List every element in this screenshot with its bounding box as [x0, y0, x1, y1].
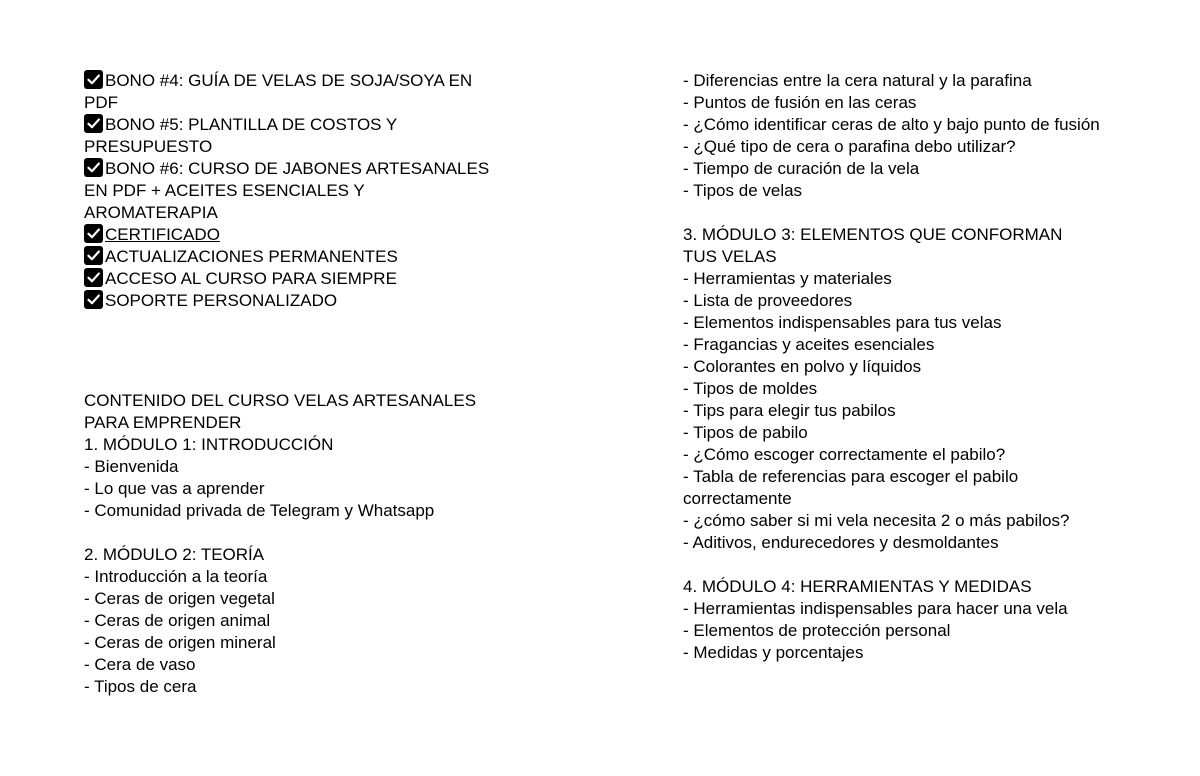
bonus-text: SOPORTE PERSONALIZADO [105, 291, 338, 310]
list-item: - ¿Cómo escoger correctamente el pabilo? [683, 445, 1006, 464]
list-item: - Diferencias entre la cera natural y la parafina [683, 71, 1032, 90]
bonus-item [84, 290, 524, 312]
content-title-line: CONTENIDO DEL CURSO VELAS ARTESANALES [84, 391, 477, 410]
list-item: - Tabla de referencias para escoger el pabilo [683, 467, 1019, 486]
list-item: - Tiempo de curación de la vela [683, 159, 920, 178]
check-mark-icon [84, 246, 103, 265]
check-mark-icon [84, 114, 103, 133]
list-item: - Medidas y porcentajes [683, 643, 864, 662]
list-item: - Introducción a la teoría [84, 567, 268, 586]
content-title-line: PARA EMPRENDER [84, 413, 242, 432]
list-item: - Aditivos, endurecedores y desmoldantes [683, 533, 999, 552]
list-item: - Tipos de velas [683, 181, 803, 200]
module-3-title: 3. MÓDULO 3: ELEMENTOS QUE CONFORMAN [683, 225, 1063, 244]
list-item: - Herramientas indispensables para hacer una vela [683, 599, 1068, 618]
list-item: - Puntos de fusión en las ceras [683, 93, 917, 112]
list-item: - Tipos de moldes [683, 379, 818, 398]
bonus-item [84, 114, 524, 158]
list-item: - Ceras de origen vegetal [84, 589, 275, 608]
list-item: - Fragancias y aceites esenciales [683, 335, 935, 354]
list-item: - Lo que vas a aprender [84, 479, 265, 498]
list-item: - Tipos de pabilo [683, 423, 808, 442]
module-1-title: 1. MÓDULO 1: INTRODUCCIÓN [84, 435, 334, 454]
list-item: - Elementos de protección personal [683, 621, 951, 640]
list-item: - Ceras de origen animal [84, 611, 271, 630]
list-item: - ¿cómo saber si mi vela necesita 2 o más pabilos? [683, 511, 1070, 530]
list-item: - Tipos de cera [84, 677, 197, 696]
check-mark-icon [84, 268, 103, 287]
certificate-link[interactable]: CERTIFICADO [105, 225, 220, 244]
bonus-text: BONO #6: CURSO DE JABONES ARTESANALES [105, 159, 490, 178]
right-column [683, 70, 1123, 664]
check-mark-icon [84, 158, 103, 177]
list-item: - Cera de vaso [84, 655, 196, 674]
list-item: - Bienvenida [84, 457, 179, 476]
module-3-title: TUS VELAS [683, 247, 777, 266]
list-item: - ¿Qué tipo de cera o parafina debo utilizar? [683, 137, 1016, 156]
list-item: - Lista de proveedores [683, 291, 853, 310]
bonus-item [84, 70, 524, 114]
module-2 [84, 544, 524, 698]
list-item: - Herramientas y materiales [683, 269, 892, 288]
bonus-item [84, 246, 524, 268]
left-column [84, 70, 524, 698]
module-4 [683, 576, 1123, 664]
bonus-item [84, 268, 524, 290]
bonus-text: BONO #5: PLANTILLA DE COSTOS Y [105, 115, 398, 134]
module-4-title: 4. MÓDULO 4: HERRAMIENTAS Y MEDIDAS [683, 577, 1032, 596]
bonus-text: BONO #4: GUÍA DE VELAS DE SOJA/SOYA EN [105, 71, 473, 90]
bonus-text: AROMATERAPIA [84, 203, 218, 222]
list-item: - Tips para elegir tus pabilos [683, 401, 896, 420]
bonus-text: EN PDF + ACEITES ESENCIALES Y [84, 181, 365, 200]
bonus-text: PRESUPUESTO [84, 137, 213, 156]
check-mark-icon [84, 224, 103, 243]
bonus-text: ACCESO AL CURSO PARA SIEMPRE [105, 269, 397, 288]
bonus-text: PDF [84, 93, 118, 112]
module-1 [84, 434, 524, 522]
list-item: - Comunidad privada de Telegram y Whatsapp [84, 501, 435, 520]
bonus-item [84, 224, 524, 246]
check-mark-icon [84, 70, 103, 89]
content-title [84, 390, 524, 434]
module-2-continued [683, 70, 1123, 202]
list-item: - ¿Cómo identificar ceras de alto y bajo punto de fusión [683, 115, 1100, 134]
list-item: correctamente [683, 489, 792, 508]
bonus-item [84, 158, 524, 224]
module-3 [683, 224, 1123, 554]
check-mark-icon [84, 290, 103, 309]
list-item: - Elementos indispensables para tus velas [683, 313, 1002, 332]
list-item: - Colorantes en polvo y líquidos [683, 357, 922, 376]
bonus-text: ACTUALIZACIONES PERMANENTES [105, 247, 398, 266]
list-item: - Ceras de origen mineral [84, 633, 276, 652]
module-2-title: 2. MÓDULO 2: TEORÍA [84, 545, 265, 564]
